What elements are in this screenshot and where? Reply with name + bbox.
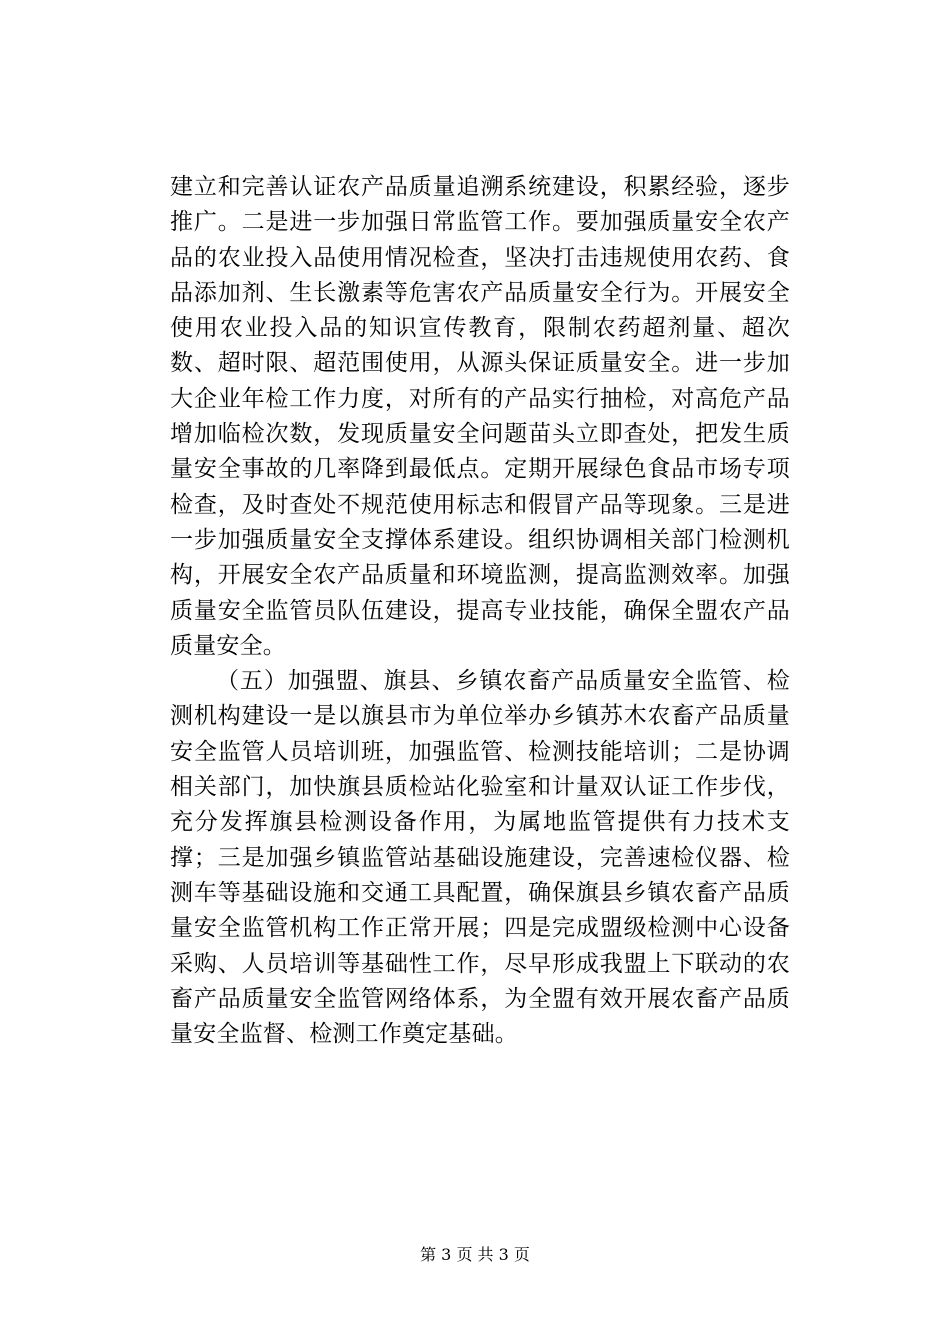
paragraph-1: 建立和完善认证农产品质量追溯系统建设，积累经验，逐步推广。二是进一步加强日常监管工作。要加强质量安全农产品的农业投入品使用情况检查，坚决打击违规使用农药、食品添加剂、生长激素等危害农产品质量安全行为。开展安全使用农业投入品的知识宣传教育，限制农药超剂量、超次数、超时限、超范围使用，从源头保证质量安全。进一步加大企业年检工作力度，对所有的产品实行抽检，对高危产品增加临检次数，发现质量安全问题苗头立即查处，把发生质量安全事故的几率降到最低点。定期开展绿色食品市场专项检查，及时查处不规范使用标志和假冒产品等现象。三是进一步加强质量安全支撑体系建设。组织协调相关部门检测机构，开展安全农产品质量和环境监测，提高监测效率。加强质量安全监管员队伍建设，提高专业技能，确保全盟农产品质量安全。	[170, 174, 790, 659]
page-footer: 第 3 页 共 3 页	[420, 1245, 530, 1264]
paragraph-2: （五）加强盟、旗县、乡镇农畜产品质量安全监管、检测机构建设一是以旗县市为单位举办乡镇苏木农畜产品质量安全监管人员培训班，加强监管、检测技能培训；二是协调相关部门，加快旗县质检站化验室和计量双认证工作步伐，充分发挥旗县检测设备作用，为属地监管提供有力技术支撑；三是加强乡镇监管站基础设施建设，完善速检仪器、检测车等基础设施和交通工具配置，确保旗县乡镇农畜产品质量安全监管机构工作正常开展；四是完成盟级检测中心设备采购、人员培训等基础性工作，尽早形成我盟上下联动的农畜产品质量安全监管网络体系，为全盟有效开展农畜产品质量安全监督、检测工作奠定基础。	[170, 668, 790, 1048]
body-text	[170, 170, 790, 1052]
